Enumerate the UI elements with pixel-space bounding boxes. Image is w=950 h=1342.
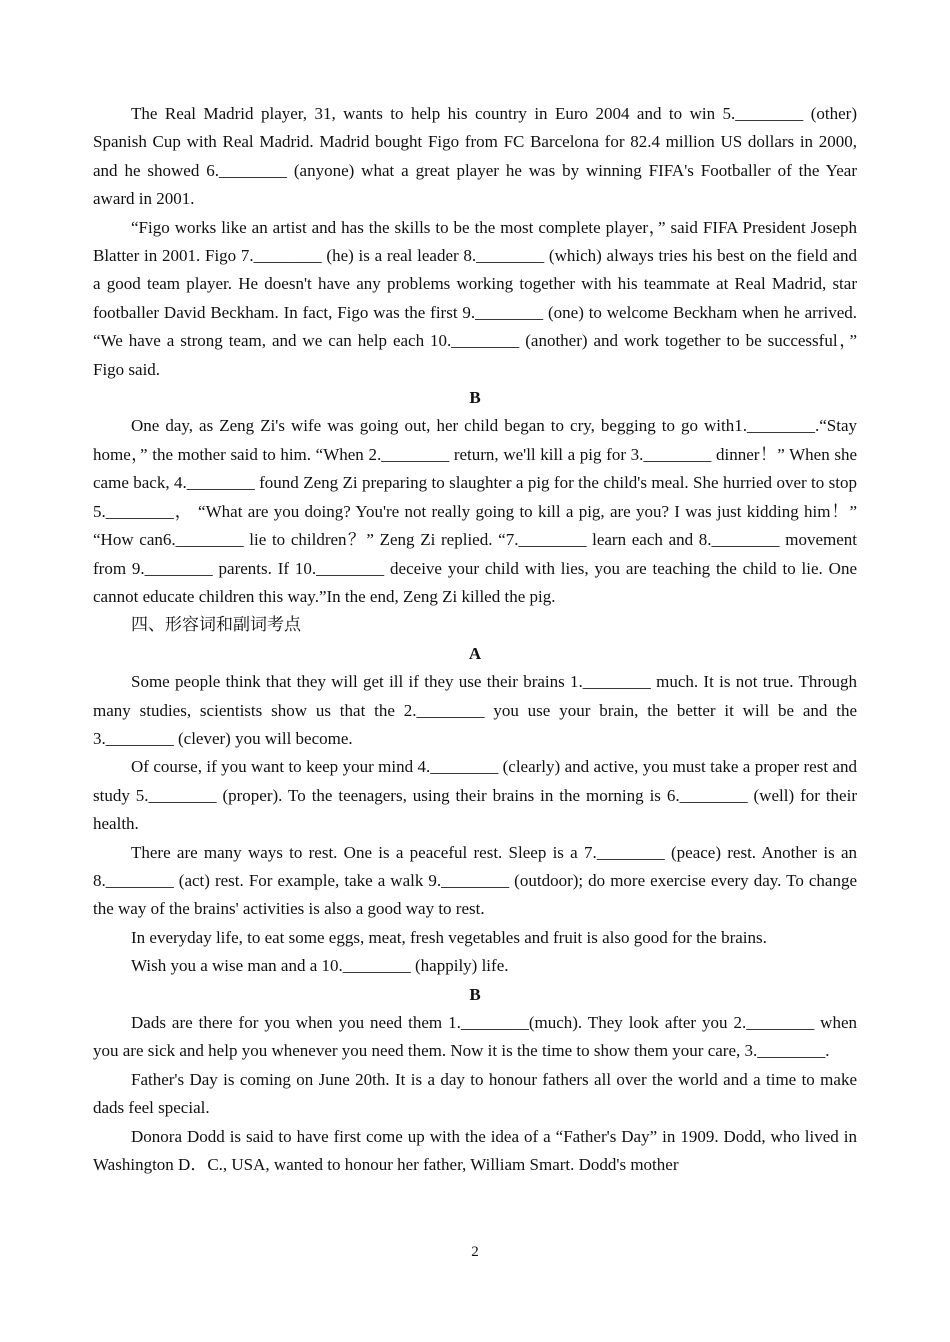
document-body (93, 100, 857, 1179)
paragraph-brains-3: There are many ways to rest. One is a peaceful rest. Sleep is a 7.________ (peace) rest. Another is an 8.________ (act) rest. For example, take a walk 9.________ (outdoor); do more exercise every day. To change the way of the brains' activities is also a good way to rest. (93, 842, 857, 919)
paragraph-figo-2: “Figo works like an artist and has the skills to be the most complete player，” said FIFA President Joseph Blatter in 2001. Figo 7.________ (he) is a real leader 8.________ (which) always tries his best on the field and a good team player. He doesn't have any problems working together with his teammate at Real Madrid, star footballer David Beckham. In fact, Figo was the first 9.________ (one) to welcome Beckham when he arrived. “We have a strong team, and we can help each 10.________ (another) and work together to be successful，” Figo said. (93, 217, 857, 379)
section-heading-a: A (468, 643, 482, 663)
paragraph-dads-3: Donora Dodd is said to have first come up with the idea of a “Father's Day” in 1909. Dodd, who lived in Washington D．C., USA, wanted to honour her father, William Smart. Dodd's mother (93, 1126, 857, 1175)
section-title: 四、形容词和副词考点 (131, 615, 301, 635)
page-number: 2 (471, 1244, 479, 1260)
paragraph-brains-2: Of course, if you want to keep your mind 4.________ (clearly) and active, you must take a proper rest and study 5.________ (proper). To the teenagers, using their brains in the morning is 6.________ (well) for their health. (93, 757, 857, 834)
paragraph-brains-4: In everyday life, to eat some eggs, meat, fresh vegetables and fruit is also good for the brains. (131, 927, 767, 947)
paragraph-brains-5: Wish you a wise man and a 10.________ (happily) life. (131, 956, 509, 976)
paragraph-dads-2: Father's Day is coming on June 20th. It is a day to honour fathers all over the world and a time to make dads feel special. (93, 1069, 857, 1118)
paragraph-zengzi: One day, as Zeng Zi's wife was going out, her child began to cry, begging to go with1.________.“Stay home，” the mother said to him. “When 2.________ return, we'll kill a pig for 3.________ dinner！” When she came back, 4.________ found Zeng Zi preparing to slaughter a pig for the child's meal. She hurried over to stop 5.________， “What are you doing? You're not really going to kill a pig, are you? I was just kidding him！” “How can6.________ lie to children？” Zeng Zi replied. “7.________ learn each and 8.________ movement from 9.________ parents. If 10.________ deceive your child with lies, you are teaching the child to lie. One cannot educate children this way.”In the end, Zeng Zi killed the pig. (93, 416, 857, 606)
paragraph-dads-1: Dads are there for you when you need them 1.________(much). They look after you 2.________ when you are sick and help you whenever you need them. Now it is the time to show them your care, 3.________. (93, 1013, 857, 1061)
paragraph-brains-1: Some people think that they will get ill if they use their brains 1.________ much. It is not true. Through many studies, scientists show us that the 2.________ you use your brain, the better it will be and the 3.________ (clever) you will become. (93, 672, 857, 748)
section-heading-b: B (469, 388, 481, 408)
section-heading-b2: B (469, 984, 481, 1004)
paragraph-figo-1: The Real Madrid player, 31, wants to help his country in Euro 2004 and to win 5.________ (other) Spanish Cup with Real Madrid. Madrid bought Figo from FC Barcelona for 82.4 million US dollars in 2000, and he showed 6.________ (anyone) what a great player he was by winning FIFA's Footballer of the Year award in 2001. (93, 104, 857, 209)
